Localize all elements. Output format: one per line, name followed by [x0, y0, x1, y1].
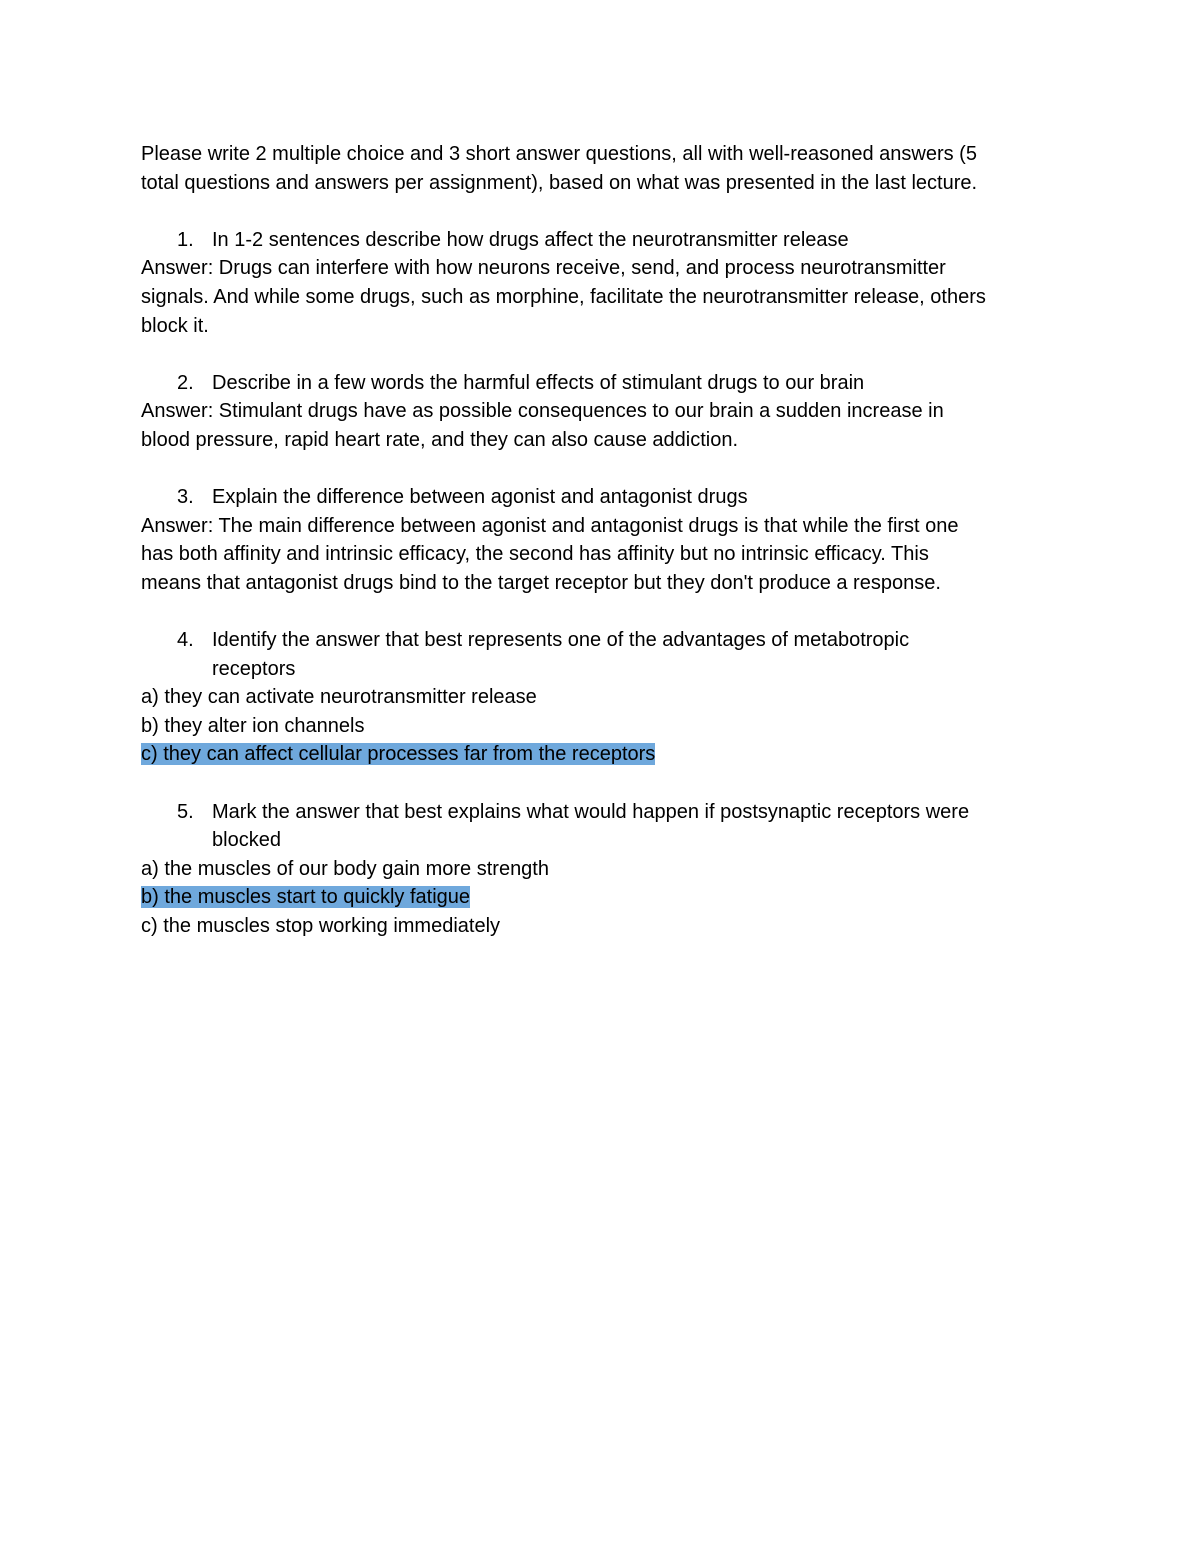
question-text: In 1-2 sentences describe how drugs affect the neurotransmitter release [212, 228, 849, 251]
option-c [141, 740, 1061, 769]
spacer [141, 598, 1061, 627]
answer-line: Answer: Stimulant drugs have as possible consequences to our brain a sudden increase in [141, 400, 944, 423]
spacer [141, 769, 1061, 798]
option-b [141, 712, 1061, 741]
question-text: Identify the answer that best represents one of the advantages of metabotropic [212, 629, 910, 652]
option-text: a) the muscles of our body gain more strength [141, 857, 549, 880]
question-text: Mark the answer that best explains what would happen if postsynaptic receptors were [212, 800, 970, 823]
question-number: 3. [177, 486, 194, 509]
intro-paragraph [141, 140, 1061, 197]
question-prompt [141, 798, 1061, 827]
option-text: b) they alter ion channels [141, 714, 365, 737]
question-5 [141, 798, 1061, 941]
answer-line: signals. And while some drugs, such as morphine, facilitate the neurotransmitter release, others [141, 285, 986, 308]
question-number: 5. [177, 800, 194, 823]
spacer [141, 340, 1061, 369]
option-text: c) they can affect cellular processes far from the receptors [141, 743, 656, 766]
question-text-continued: receptors [212, 657, 296, 680]
answer-line: Answer: The main difference between agonist and antagonist drugs is that while the first one [141, 514, 959, 537]
question-2 [141, 369, 1061, 455]
spacer [141, 455, 1061, 484]
question-prompt [141, 626, 1061, 655]
spacer [141, 197, 1061, 226]
question-1 [141, 226, 1061, 340]
question-prompt [141, 369, 1061, 398]
question-text-continued: blocked [212, 829, 281, 852]
intro-line: total questions and answers per assignment), based on what was presented in the last lecture. [141, 171, 978, 194]
answer-line: means that antagonist drugs bind to the target receptor but they don't produce a response. [141, 571, 941, 594]
option-text: c) the muscles stop working immediately [141, 915, 501, 938]
answer-line: Answer: Drugs can interfere with how neurons receive, send, and process neurotransmitter [141, 257, 946, 280]
option-a [141, 683, 1061, 712]
question-number: 2. [177, 371, 194, 394]
option-text: b) the muscles start to quickly fatigue [141, 886, 471, 909]
answer-line: blood pressure, rapid heart rate, and they can also cause addiction. [141, 428, 739, 451]
document-body [141, 140, 1061, 941]
option-text: a) they can activate neurotransmitter release [141, 686, 537, 709]
question-number: 4. [177, 629, 194, 652]
question-4 [141, 626, 1061, 769]
answer-line: block it. [141, 314, 209, 337]
option-b [141, 883, 1061, 912]
option-c [141, 912, 1061, 941]
answer-line: has both affinity and intrinsic efficacy, the second has affinity but no intrinsic efficacy. This [141, 543, 929, 566]
intro-line: Please write 2 multiple choice and 3 short answer questions, all with well-reasoned answers (5 [141, 143, 977, 165]
question-prompt [141, 483, 1061, 512]
option-a [141, 855, 1061, 884]
question-prompt [141, 226, 1061, 255]
question-text: Explain the difference between agonist and antagonist drugs [212, 486, 748, 509]
question-3 [141, 483, 1061, 597]
question-number: 1. [177, 228, 194, 251]
question-text: Describe in a few words the harmful effects of stimulant drugs to our brain [212, 371, 865, 394]
